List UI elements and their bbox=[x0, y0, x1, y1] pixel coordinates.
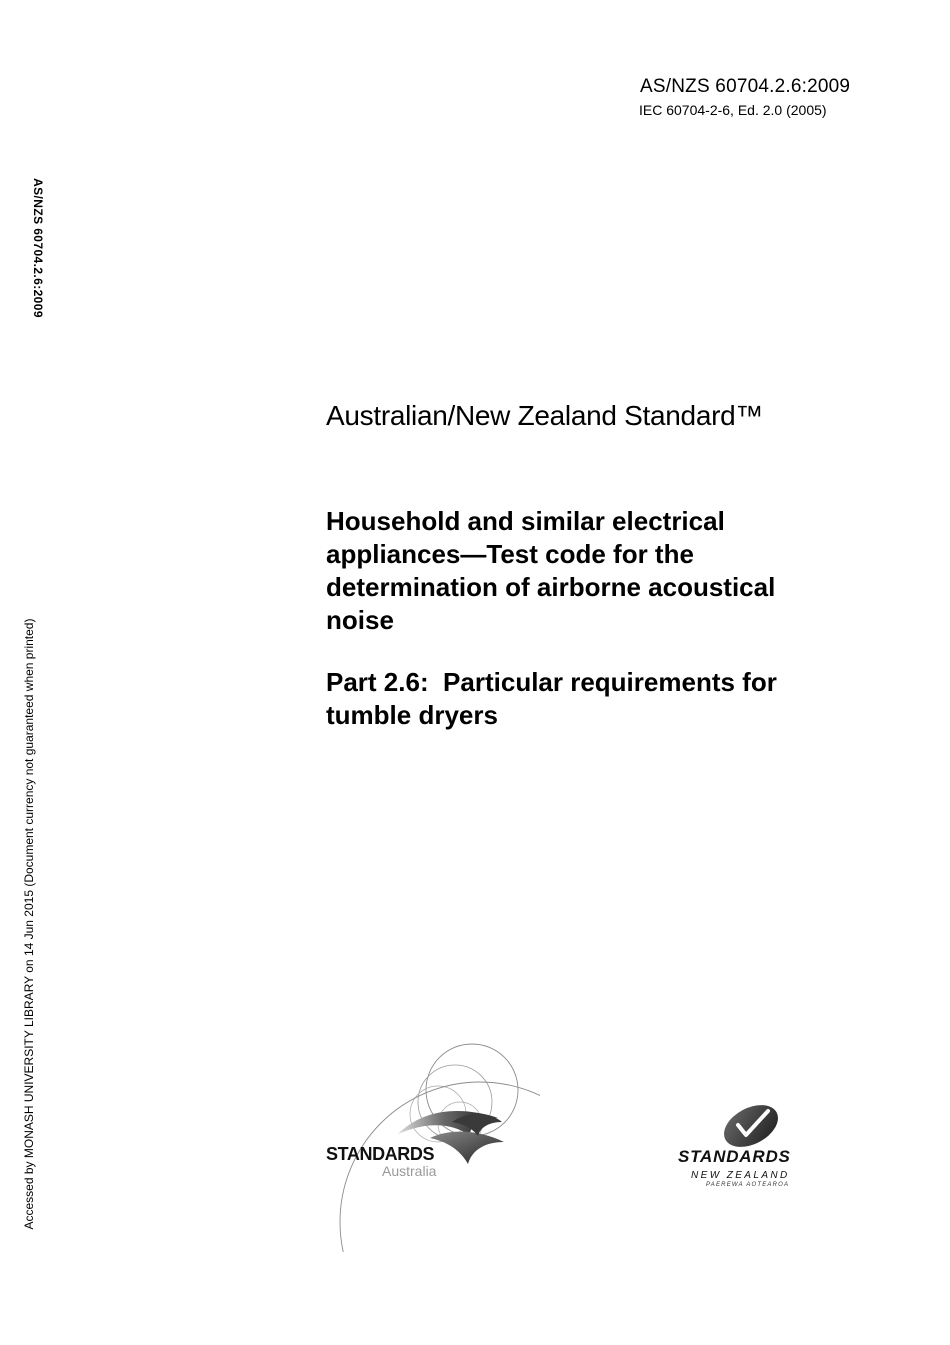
standard-type-heading: Australian/New Zealand Standard™ bbox=[326, 400, 764, 431]
standards-nz-sub: NEW ZEALAND bbox=[691, 1170, 790, 1181]
standards-australia-sub: Australia bbox=[382, 1163, 437, 1179]
standards-nz-word: STANDARDS bbox=[678, 1147, 791, 1166]
side-standard-number: AS/NZS 60704.2.6:2009 bbox=[31, 178, 45, 318]
standards-nz-check-icon bbox=[676, 1103, 826, 1149]
standard-number: AS/NZS 60704.2.6:2009 bbox=[640, 76, 851, 97]
standards-nz-maori: PAEREWA AOTEAROA bbox=[706, 1182, 790, 1188]
side-access-notice: Accessed by MONASH UNIVERSITY LIBRARY on 14 Jun 2015 (Document currency not guaranteed when printed) bbox=[22, 618, 36, 1230]
part-title: Part 2.6: Particular requirements for tumble dryers bbox=[326, 667, 785, 730]
standards-australia-word: STANDARDS bbox=[326, 1144, 435, 1164]
standards-australia-logo bbox=[320, 1042, 540, 1252]
iec-reference: IEC 60704-2-6, Ed. 2.0 (2005) bbox=[639, 102, 827, 118]
document-title: Household and similar electrical appliances—Test code for the determination of airborne acoustical noise bbox=[326, 506, 776, 635]
standards-nz-logo bbox=[676, 1103, 826, 1193]
